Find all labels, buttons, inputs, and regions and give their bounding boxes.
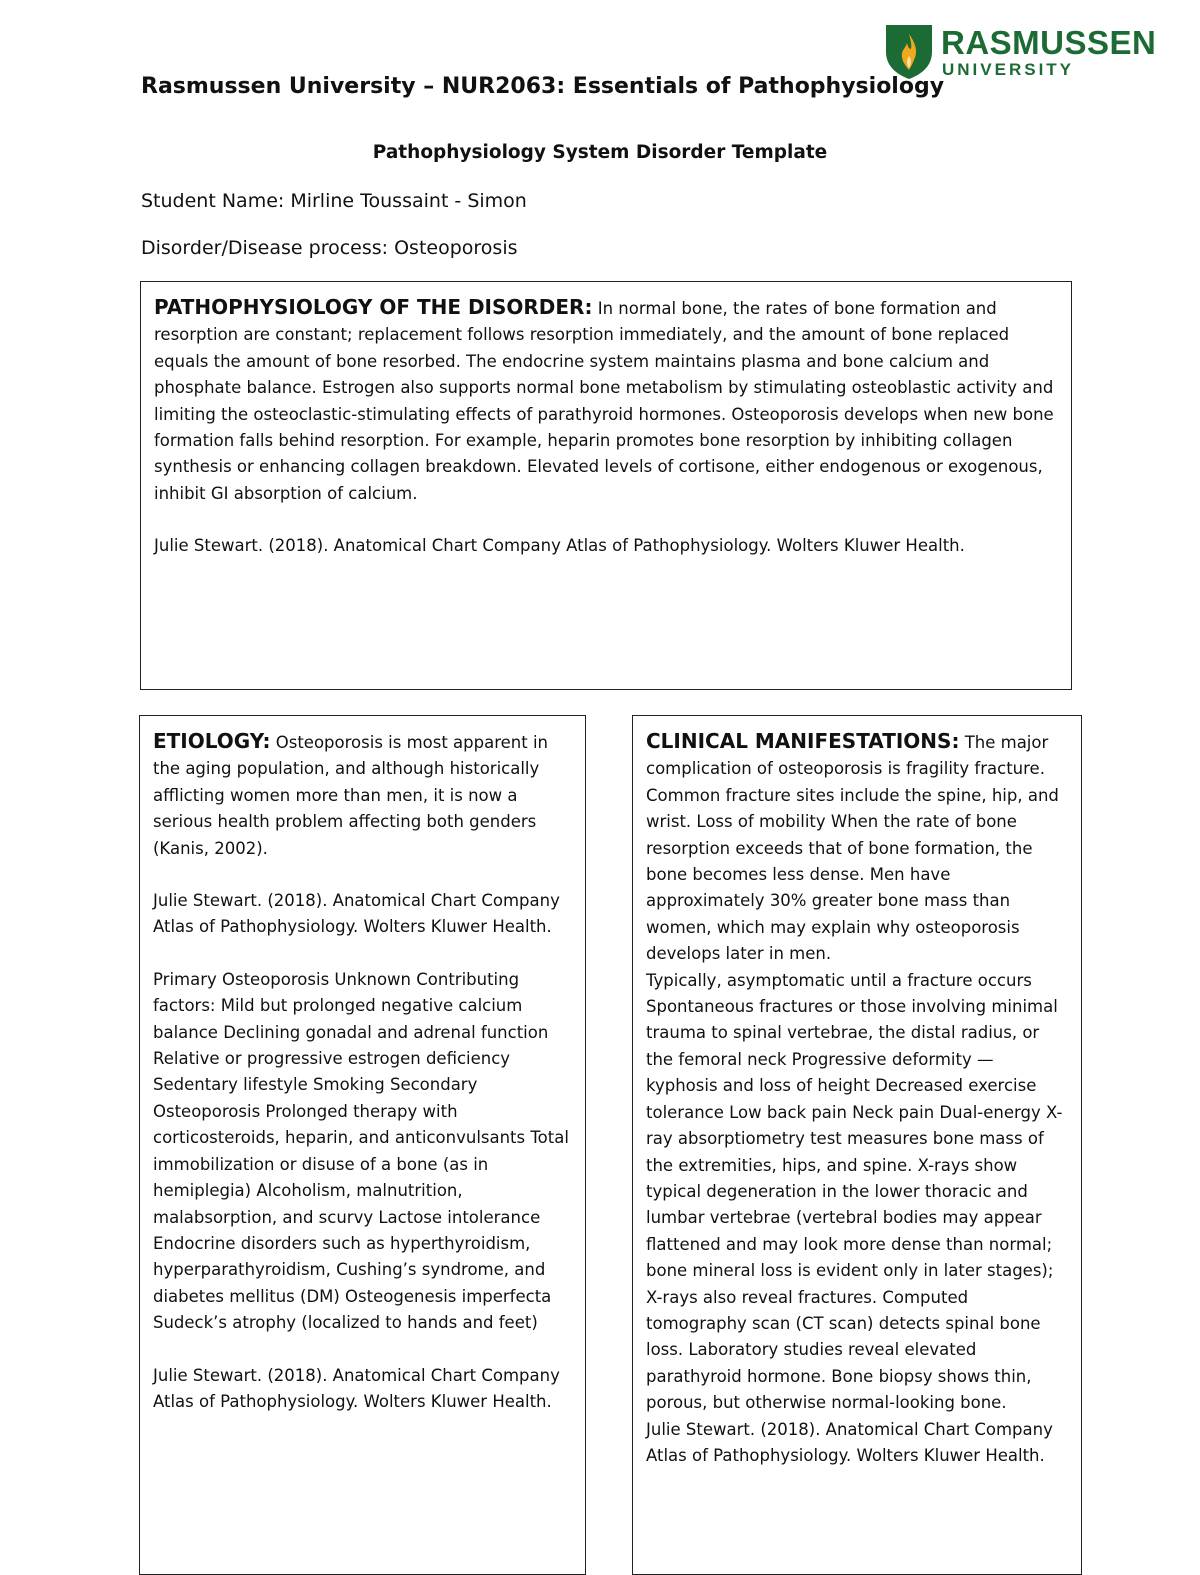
pathophysiology-reference: Julie Stewart. (2018). Anatomical Chart Company Atlas of Pathophysiology. Wolters Kluwer Health. bbox=[154, 536, 965, 556]
clinical-manifestations-section bbox=[632, 715, 1082, 1575]
logo-subtitle: UNIVERSITY bbox=[942, 60, 1075, 79]
university-logo bbox=[884, 22, 1159, 82]
clinical-body-2: Typically, asymptomatic until a fracture occurs Spontaneous fractures or those involving minimal trauma to spinal vertebrae, the distal radius, or the femoral neck Progressive deformity — kyphosis and loss of height Decreased exercise tolerance Low back pain Neck pain Dual-energy X-ray absorptiometry test measures bone mass of the extremities, hips, and spine. X-rays show typical degeneration in the lower thoracic and lumbar vertebrae (vertebral bodies may appear flattened and may look more dense than normal; bone mineral loss is evident only in later stages); X-rays also reveal fractures. Computed tomography scan (CT scan) detects spinal bone loss. Laboratory studies reveal elevated parathyroid hormone. Bone biopsy shows thin, porous, but otherwise normal-looking bone. bbox=[646, 970, 1063, 1413]
shield-flame-icon bbox=[884, 22, 934, 80]
etiology-reference-2: Julie Stewart. (2018). Anatomical Chart Company Atlas of Pathophysiology. Wolters Kluwer Health. bbox=[153, 1365, 560, 1411]
template-title: Pathophysiology System Disorder Template bbox=[372, 142, 828, 163]
pathophysiology-heading: PATHOPHYSIOLOGY OF THE DISORDER: bbox=[154, 295, 593, 319]
logo-name: RASMUSSEN bbox=[941, 24, 1157, 61]
clinical-paragraph bbox=[646, 728, 1069, 968]
pathophysiology-section bbox=[140, 281, 1072, 690]
clinical-body-1: The major complication of osteoporosis is fragility fracture. Common fracture sites include the spine, hip, and wrist. Loss of mobility When the rate of bone resorption exceeds that of bone formation, the bone becomes less dense. Men have approximately 30% greater bone mass than women, which may explain why osteoporosis develops later in men. bbox=[646, 733, 1059, 964]
pathophysiology-paragraph bbox=[154, 294, 1059, 507]
clinical-heading: CLINICAL MANIFESTATIONS: bbox=[646, 729, 960, 753]
etiology-reference-1: Julie Stewart. (2018). Anatomical Chart Company Atlas of Pathophysiology. Wolters Kluwer Health. bbox=[153, 891, 560, 937]
clinical-reference: Julie Stewart. (2018). Anatomical Chart Company Atlas of Pathophysiology. Wolters Kluwer Health. bbox=[646, 1419, 1053, 1465]
etiology-section bbox=[139, 715, 586, 1575]
etiology-paragraph bbox=[153, 728, 573, 862]
disorder-field: Disorder/Disease process: Osteoporosis bbox=[141, 237, 518, 259]
pathophysiology-body: In normal bone, the rates of bone formation and resorption are constant; replacement follows resorption immediately, and the amount of bone replaced equals the amount of bone resorbed. The endocrine system maintains plasma and bone calcium and phosphate balance. Estrogen also supports normal bone metabolism by stimulating osteoblastic activity and limiting the osteoclastic-stimulating effects of parathyroid hormones. Osteoporosis develops when new bone formation falls behind resorption. For example, heparin promotes bone resorption by inhibiting collagen synthesis or enhancing collagen breakdown. Elevated levels of cortisone, either endogenous or exogenous, inhibit GI absorption of calcium. bbox=[154, 299, 1054, 503]
student-name-field: Student Name: Mirline Toussaint - Simon bbox=[141, 190, 527, 212]
etiology-factors: Primary Osteoporosis Unknown Contributing factors: Mild but prolonged negative calcium balance Declining gonadal and adrenal function Relative or progressive estrogen deficiency Sedentary lifestyle Smoking Secondary Osteoporosis Prolonged therapy with corticosteroids, heparin, and anticonvulsants Total immobilization or disuse of a bone (as in hemiplegia) Alcoholism, malnutrition, malabsorption, and scurvy Lactose intolerance Endocrine disorders such as hyperthyroidism, hyperparathyroidism, Cushing’s syndrome, and diabetes mellitus (DM) Osteogenesis imperfecta Sudeck’s atrophy (localized to hands and feet) bbox=[153, 969, 569, 1333]
course-title: Rasmussen University – NUR2063: Essentials of Pathophysiology bbox=[141, 74, 945, 99]
etiology-body: Osteoporosis is most apparent in the aging population, and although historically afflicting women more than men, it is now a serious health problem affecting both genders (Kanis, 2002). bbox=[153, 733, 549, 858]
etiology-heading: ETIOLOGY: bbox=[153, 729, 271, 753]
